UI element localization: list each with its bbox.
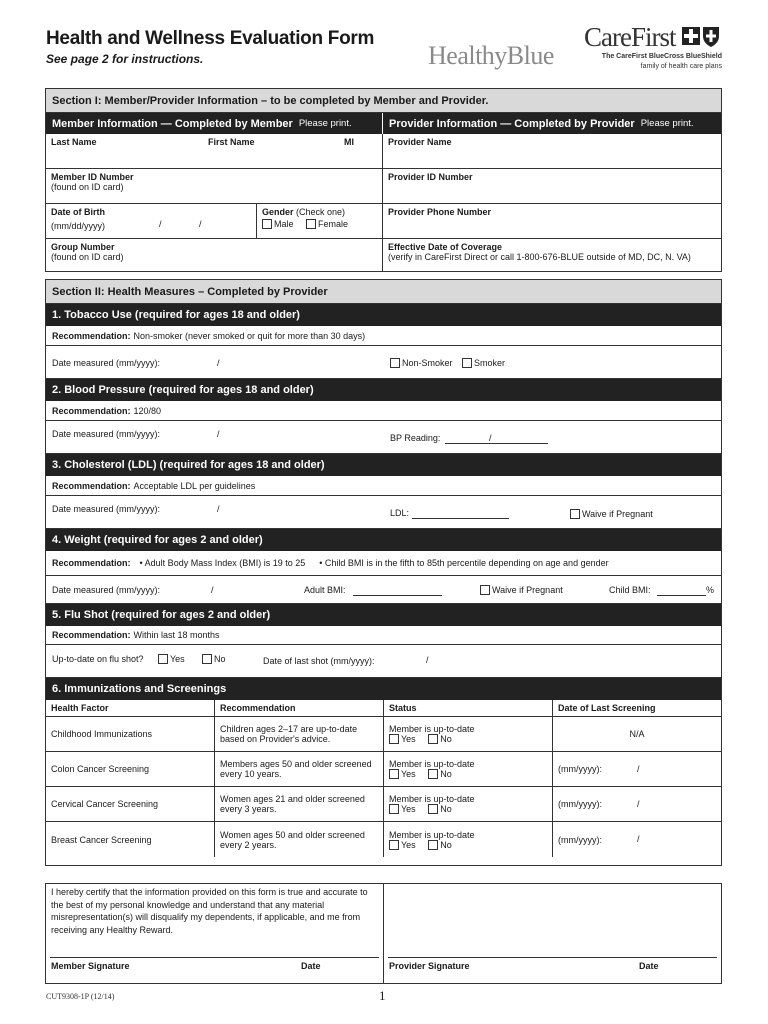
provider-signature-label: Provider Signature <box>389 961 470 971</box>
provider-signature-area <box>384 884 721 983</box>
waive-pregnant-label: Waive if Pregnant <box>582 509 653 519</box>
percent-sign: % <box>706 585 715 595</box>
table-row <box>46 752 721 787</box>
member-id-field[interactable] <box>46 169 383 203</box>
waive-pregnant-label: Waive if Pregnant <box>492 585 563 595</box>
date-cell <box>553 717 721 751</box>
member-info-title: Member Information — Completed by Member <box>52 117 293 130</box>
provider-info-head <box>383 113 721 134</box>
table-row <box>46 717 721 752</box>
status-cell <box>384 752 553 786</box>
tobacco-recommendation <box>46 326 721 346</box>
flu-yes-checkbox[interactable] <box>158 654 168 664</box>
recommendation: Children ages 2–17 are up-to-date based on Provider's advice. <box>215 717 384 751</box>
male-label: Male <box>274 219 294 229</box>
adult-bmi-field[interactable] <box>353 585 442 596</box>
status-text: Member is up-to-date <box>389 794 475 804</box>
no-checkbox[interactable] <box>428 804 438 814</box>
status-cell <box>384 717 553 751</box>
male-checkbox[interactable] <box>262 219 272 229</box>
yes-checkbox[interactable] <box>389 734 399 744</box>
status-cell <box>384 822 553 857</box>
form-code: CUT9308-1P (12/14) <box>46 992 115 1001</box>
flu-head: 5. Flu Shot (required for ages 2 and older) <box>46 604 721 626</box>
member-signature-label: Member Signature <box>51 961 130 971</box>
dob-field[interactable] <box>46 204 257 238</box>
provider-phone-label: Provider Phone Number <box>388 207 492 217</box>
col-recommendation: Recommendation <box>215 700 384 716</box>
date-format: (mm/yyyy): <box>558 834 602 845</box>
flu-measure-row <box>46 645 721 678</box>
section2-title: Section II: Health Measures – Completed by Provider <box>46 280 721 304</box>
waive-pregnant-checkbox[interactable] <box>480 585 490 595</box>
date-slash: / <box>637 799 640 809</box>
provider-id-label: Provider ID Number <box>388 172 473 182</box>
date-cell[interactable] <box>553 787 721 821</box>
non-smoker-label: Non-Smoker <box>402 358 453 368</box>
weight-measure-row <box>46 576 721 604</box>
no-checkbox[interactable] <box>428 734 438 744</box>
rec-label: Recommendation: <box>52 558 131 568</box>
member-print-note: Please print. <box>298 118 352 129</box>
smoker-checkbox[interactable] <box>462 358 472 368</box>
effective-date-field[interactable] <box>383 239 721 271</box>
form-subtitle: See page 2 for instructions. <box>46 52 204 66</box>
recommendation: Women ages 50 and older screened every 2 years. <box>215 822 384 857</box>
status-cell <box>384 787 553 821</box>
ldl-field[interactable] <box>412 508 509 519</box>
date-cell[interactable] <box>553 822 721 857</box>
ldl-label: LDL: <box>390 508 410 518</box>
carefirst-tagline: The CareFirst BlueCross BlueShield <box>601 53 722 60</box>
col-date-last-screening: Date of Last Screening <box>558 703 656 713</box>
yes-label: Yes <box>401 769 416 779</box>
recommendation: Women ages 21 and older screened every 3 years. <box>215 787 384 821</box>
no-label: No <box>440 734 452 744</box>
dob-slash: / <box>199 219 202 229</box>
yes-label: Yes <box>401 839 416 850</box>
member-id-note: (found on ID card) <box>51 182 124 192</box>
col-status: Status <box>384 700 553 716</box>
bp-head: 2. Blood Pressure (required for ages 18 and older) <box>46 379 721 401</box>
page-number: 1 <box>379 988 386 1003</box>
health-factor: Childhood Immunizations <box>46 717 215 751</box>
provider-name-field[interactable] <box>383 134 721 168</box>
last-name-label: Last Name <box>51 137 97 147</box>
dob-label: Date of Birth <box>51 207 105 217</box>
date-format: (mm/yyyy): <box>558 764 602 774</box>
rec-text: Non-smoker (never smoked or quit for more than 30 days) <box>133 330 366 341</box>
child-bmi-label: Child BMI: <box>609 585 651 595</box>
certification-box <box>45 883 722 984</box>
yes-checkbox[interactable] <box>389 769 399 779</box>
flu-yes-label: Yes <box>170 654 185 664</box>
no-checkbox[interactable] <box>428 769 438 779</box>
immun-table-header <box>46 700 721 717</box>
provider-phone-field[interactable] <box>383 204 721 238</box>
date-measured-label: Date measured (mm/yyyy): <box>52 585 161 595</box>
weight-recommendation <box>46 551 721 576</box>
immun-head: 6. Immunizations and Screenings <box>46 678 721 700</box>
yes-label: Yes <box>401 804 416 814</box>
yes-checkbox[interactable] <box>389 804 399 814</box>
first-name-label: First Name <box>208 137 255 147</box>
table-row <box>46 787 721 822</box>
no-label: No <box>440 839 452 850</box>
rec-adult-text: • Adult Body Mass Index (BMI) is 19 to 25 <box>139 558 306 568</box>
flu-recommendation <box>46 626 721 645</box>
health-factor: Breast Cancer Screening <box>46 822 215 857</box>
non-smoker-checkbox[interactable] <box>390 358 400 368</box>
provider-info-title: Provider Information — Completed by Provider <box>389 117 635 130</box>
group-number-note: (found on ID card) <box>51 252 124 262</box>
gender-label: Gender <box>262 207 294 217</box>
col-health-factor: Health Factor <box>46 700 215 716</box>
no-checkbox[interactable] <box>428 840 438 850</box>
member-signature-line[interactable] <box>50 957 379 958</box>
table-row <box>46 822 721 857</box>
no-label: No <box>440 769 452 779</box>
member-signature-area <box>46 884 384 983</box>
ldl-head: 3. Cholesterol (LDL) (required for ages 18 and older) <box>46 454 721 476</box>
flu-no-label: No <box>214 654 226 664</box>
date-na: N/A <box>629 729 645 739</box>
group-number-field[interactable] <box>46 239 383 271</box>
rec-label: Recommendation: <box>52 630 131 640</box>
dob-slash: / <box>159 219 162 229</box>
member-date-label: Date <box>301 961 321 971</box>
health-factor: Colon Cancer Screening <box>46 752 215 786</box>
member-info-head <box>46 113 383 134</box>
mi-label: MI <box>344 137 354 147</box>
bp-measure-row <box>46 421 721 454</box>
child-bmi-field[interactable] <box>657 585 706 596</box>
no-label: No <box>440 804 452 814</box>
date-slash: / <box>637 834 640 844</box>
dob-format: (mm/dd/yyyy) <box>51 221 105 231</box>
date-measured-label: Date measured (mm/yyyy): <box>52 358 161 368</box>
rec-text: 120/80 <box>133 405 162 416</box>
form-title: Health and Wellness Evaluation Form <box>46 28 375 49</box>
date-slash: / <box>217 358 220 368</box>
carefirst-logo-text: CareFirst <box>584 22 676 52</box>
carefirst-logo <box>584 22 724 78</box>
section1-title: Section I: Member/Provider Information – to be completed by Member and Provider. <box>46 89 721 113</box>
provider-date-label: Date <box>639 961 659 971</box>
date-cell[interactable] <box>553 752 721 786</box>
status-text: Member is up-to-date <box>389 829 475 840</box>
rec-child-text: • Child BMI is in the fifth to 85th percentile depending on age and gender <box>319 558 609 568</box>
rec-text: Within last 18 months <box>133 630 220 640</box>
section1 <box>45 88 722 272</box>
gender-note: (Check one) <box>296 207 346 217</box>
date-slash: / <box>217 429 220 439</box>
provider-signature-line[interactable] <box>388 957 717 958</box>
female-checkbox[interactable] <box>306 219 316 229</box>
date-measured-label: Date measured (mm/yyyy): <box>52 429 161 439</box>
provider-print-note: Please print. <box>640 118 694 129</box>
health-factor: Cervical Cancer Screening <box>46 787 215 821</box>
cross-shield-icon <box>681 26 721 48</box>
status-text: Member is up-to-date <box>389 724 475 734</box>
gender-field <box>257 204 383 238</box>
recommendation: Members ages 50 and older screened every 10 years. <box>215 752 384 786</box>
rec-label: Recommendation: <box>52 330 131 341</box>
flu-uptodate-label: Up-to-date on flu shot? <box>52 654 144 664</box>
member-id-label: Member ID Number <box>51 172 134 182</box>
bp-reading-label: BP Reading: <box>390 433 441 443</box>
flu-no-checkbox[interactable] <box>202 654 212 664</box>
yes-checkbox[interactable] <box>389 840 399 850</box>
bp-reading-field[interactable] <box>445 433 548 444</box>
date-slash: / <box>211 585 214 595</box>
tobacco-measure-row <box>46 346 721 379</box>
section2 <box>45 279 722 866</box>
date-slash: / <box>426 655 429 665</box>
status-text: Member is up-to-date <box>389 759 475 769</box>
bp-reading-slash: / <box>489 433 492 443</box>
date-slash: / <box>637 764 640 774</box>
rec-label: Recommendation: <box>52 480 131 491</box>
female-label: Female <box>318 219 349 229</box>
adult-bmi-label: Adult BMI: <box>304 585 346 595</box>
ldl-measure-row <box>46 496 721 529</box>
carefirst-tagline: family of health care plans <box>640 63 722 70</box>
smoker-label: Smoker <box>474 358 506 368</box>
weight-head: 4. Weight (required for ages 2 and older) <box>46 529 721 551</box>
waive-pregnant-checkbox[interactable] <box>570 509 580 519</box>
healthyblue-logo: HealthyBlue <box>428 41 554 70</box>
date-measured-label: Date measured (mm/yyyy): <box>52 504 161 514</box>
provider-name-label: Provider Name <box>388 137 452 147</box>
provider-id-field[interactable] <box>383 169 721 203</box>
rec-text: Acceptable LDL per guidelines <box>133 480 256 491</box>
rec-label: Recommendation: <box>52 405 131 416</box>
ldl-recommendation <box>46 476 721 496</box>
certify-text: I hereby certify that the information provided on this form is true and accurate to the best of my personal knowledge and understand that any material misrepresentation(s) will disqualify my dependents, if applicable, and me from receiving any Healthy Reward. <box>51 887 368 935</box>
bp-recommendation <box>46 401 721 421</box>
date-slash: / <box>217 504 220 514</box>
group-number-label: Group Number <box>51 242 115 252</box>
member-name-field[interactable] <box>46 134 383 168</box>
last-shot-label: Date of last shot (mm/yyyy): <box>263 656 375 666</box>
tobacco-head: 1. Tobacco Use (required for ages 18 and older) <box>46 304 721 326</box>
date-format: (mm/yyyy): <box>558 799 602 809</box>
effective-date-label: Effective Date of Coverage <box>388 242 503 252</box>
effective-date-note: (verify in CareFirst Direct or call 1-800-676-BLUE outside of MD, DC, N. VA) <box>388 252 691 262</box>
yes-label: Yes <box>401 734 416 744</box>
